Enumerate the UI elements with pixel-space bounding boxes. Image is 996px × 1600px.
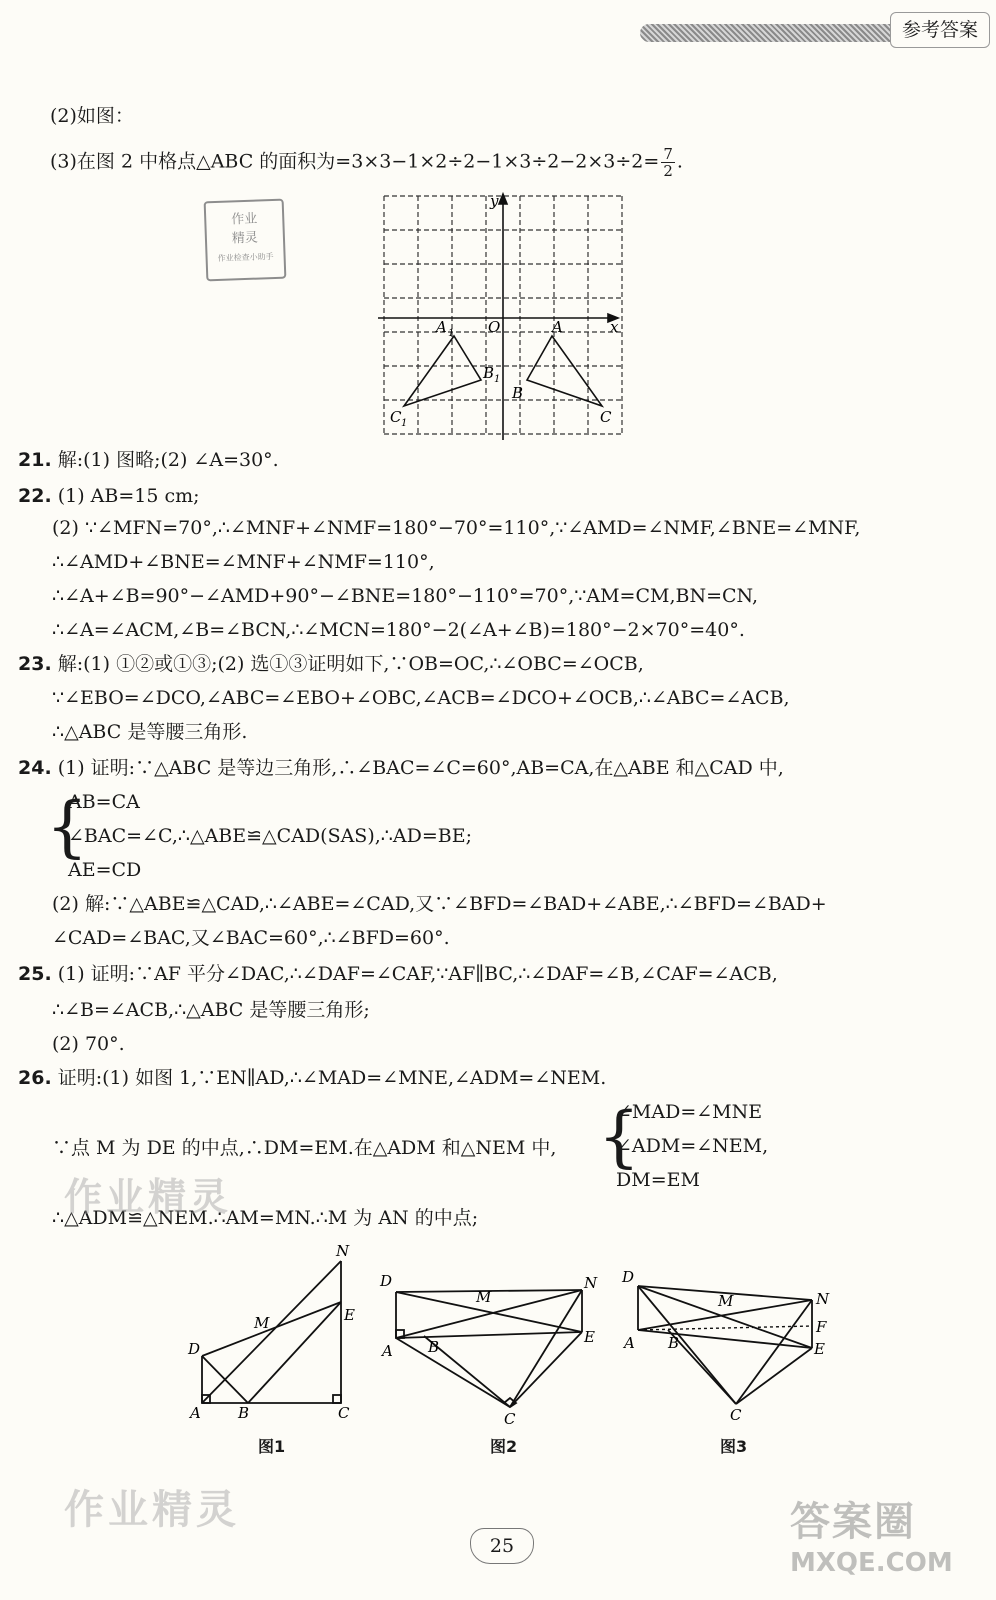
svg-text:A: A (624, 1334, 635, 1352)
question-22-line-1: 22. (1) AB=15 cm; (18, 485, 200, 507)
svg-text:N: N (816, 1290, 830, 1308)
svg-text:C: C (504, 1410, 516, 1428)
grid-label-a: A (552, 318, 563, 336)
svg-text:1: 1 (401, 418, 408, 429)
svg-text:A: A (190, 1404, 201, 1422)
svg-text:C: C (338, 1404, 350, 1422)
page-number: 25 (470, 1528, 534, 1564)
svg-text:E: E (814, 1340, 825, 1358)
svg-text:M: M (254, 1314, 270, 1332)
question-23-line-3: ∴△ABC 是等腰三角形. (52, 721, 248, 743)
figure-2-caption: 图2 (490, 1437, 518, 1456)
question-26-line-1: 26. 证明:(1) 如图 1,∵EN∥AD,∴∠MAD=∠MNE,∠ADM=∠NEM. (18, 1067, 607, 1089)
question-25-line-2: ∴∠B=∠ACB,∴△ABC 是等腰三角形; (52, 999, 370, 1021)
question-22-line-3: ∴∠AMD+∠BNE=∠MNF+∠NMF=110°, (52, 551, 435, 573)
question-25-line-1: 25. (1) 证明:∵AF 平分∠DAC,∴∠DAF=∠CAF,∵AF∥BC,∴∠DAF=∠B,∠CAF=∠ACB, (18, 963, 778, 985)
question-22-line-2: (2) ∵∠MFN=70°,∴∠MNF+∠NMF=180°−70°=110°,∵∠AMD=∠NMF,∠BNE=∠MNF, (52, 517, 861, 539)
svg-text:C: C (730, 1406, 742, 1424)
question-22-line-5: ∴∠A=∠ACM,∠B=∠BCN,∴∠MCN=180°−2(∠A+∠B)=180°−2×70°=40°. (52, 619, 745, 641)
figure-1-caption: 图1 (258, 1437, 286, 1456)
fraction-7-2: $\frac{7}{2}$ (663, 145, 673, 180)
svg-text:B: B (668, 1334, 680, 1352)
watermark-4: MXQE.COM (790, 1548, 953, 1578)
watermark-2: 作业精灵 (64, 1487, 240, 1533)
question-23-line-1: 23. 解:(1) ①②或①③;(2) 选①③证明如下,∵OB=OC,∴∠OBC=∠OCB, (18, 653, 644, 675)
svg-text:D: D (380, 1272, 393, 1290)
svg-text:1: 1 (448, 328, 455, 339)
svg-text:A: A (382, 1342, 393, 1360)
question-25-line-3: (2) 70°. (52, 1033, 125, 1055)
question-24-line-1: 24. (1) 证明:∵△ABC 是等边三角形,∴∠BAC=∠C=60°,AB=CA,在△ABE 和△CAD 中, (18, 757, 784, 779)
question-24-line-6: ∠CAD=∠BAC,又∠BAC=60°,∴∠BFD=60°. (52, 927, 450, 949)
svg-text:D: D (188, 1340, 201, 1358)
svg-text:B: B (238, 1404, 250, 1422)
line-3-area: (3)在图 2 中格点△ABC 的面积为=3×3−1×2÷2−1×3÷2−2×3÷2= $\frac{7}{2}$ . (50, 145, 683, 180)
svg-text:M: M (718, 1292, 734, 1310)
line-2-figure: (2)如图： (50, 105, 134, 127)
svg-text:N: N (584, 1274, 598, 1292)
svg-text:B: B (428, 1338, 440, 1356)
grid-label-origin: O (488, 318, 501, 336)
question-24-line-5: (2) 解:∵△ABE≌△CAD,∴∠ABE=∠CAD,又∵∠BFD=∠BAD+∠ABE,∴∠BFD=∠BAD+ (52, 893, 827, 915)
question-22-line-4: ∴∠A+∠B=90°−∠AMD+90°−∠BNE=180°−110°=70°,∵AM=CM,BN=CN, (52, 585, 758, 607)
question-21: 21. 解:(1) 图略;(2) ∠A=30°. (18, 449, 279, 471)
grid-label-y: y (490, 192, 499, 210)
stamp-logo: 作业 精灵 作业检查小助手 (204, 199, 287, 282)
svg-text:F: F (816, 1318, 827, 1336)
coordinate-grid-figure (378, 190, 628, 440)
grid-label-x: x (610, 318, 619, 336)
grid-label-b: B (512, 384, 524, 402)
svg-text:1: 1 (494, 374, 501, 385)
question-26-line-2: ∵点 M 为 DE 的中点,∴DM=EM.在△ADM 和△NEM 中, (52, 1137, 557, 1159)
geometry-figure-2 (376, 1270, 606, 1430)
watermark-1: 作业精灵 (64, 1175, 233, 1219)
svg-text:M: M (476, 1288, 492, 1306)
geometry-figure-3 (618, 1266, 838, 1426)
grid-label-c1: C (390, 408, 402, 426)
svg-text:N: N (336, 1242, 350, 1260)
answer-page: 参考答案 (2)如图： (3)在图 2 中格点△ABC 的面积为=3×3−1×2÷2−1×3÷2−2×3÷2= $\frac{7}{2}$ . 作业 精灵 作业检查小助手 y x O A 1 A B 1 B C 1 C 21. 解:(1) 图略;(2) ∠A=30°. 22. (1) AB=15 cm; (2) ∵∠MFN=70°,∴∠MNF+∠NMF=180°−70°=110°,∵∠AMD=∠NMF,∠BNE=∠MNF, ∴∠AMD+∠BNE=∠MNF+∠NMF=110°, ∴∠A+∠B=90°−∠AMD+90°−∠BNE=180°−110°=70°,∵AM=CM,BN=CN, ∴∠A=∠ACM,∠B=∠BCN,∴∠MCN=180°−2(∠A+∠B)=180°−2×70°=40°. 23. 解:(1) ①②或①③;(2) 选①③证明如下,∵OB=OC,∴∠OBC=∠OCB, ∵∠EBO=∠DCO,∠ABC=∠EBO+∠OBC,∠ACB=∠DCO+∠OCB,∴∠ABC=∠ACB, ∴△ABC 是等腰三角形. 24. (1) 证明:∵△ABC 是等边三角形,∴∠BAC=∠C=60°,AB=CA,在△ABE 和△CAD 中, { AB=CA ∠BAC=∠C,∴△ABE≌△CAD(SAS),∴AD=BE; AE=CD (2) 解:∵△ABE≌△CAD,∴∠ABE=∠CAD,又∵∠BFD=∠BAD+∠ABE,∴∠BFD=∠BAD+ ∠CAD=∠BAC,又∠BAC=60°,∴∠BFD=60°. 25. (1) 证明:∵AF 平分∠DAC,∴∠DAF=∠CAF,∵AF∥BC,∴∠DAF=∠B,∠CAF=∠ACB, ∴∠B=∠ACB,∴△ABC 是等腰三角形; (2) 70°. 26. 证明:(1) 如图 1,∵EN∥AD,∴∠MAD=∠MNE,∠ADM=∠NEM. ∵点 M 为 DE 的中点,∴DM=EM.在△ADM 和△NEM 中, { ∠MAD=∠MNE ∠ADM=∠NEM, DM=EM ∴△ADM≌△NEM.∴AM=MN.∴M 为 AN 的中点; N M E D A B C 图1 D M N A B E C 图2 D M N F A B E C 图3 作业精灵 作业精灵 答案圈 MXQE.COM 25 (0, 0, 996, 1600)
left-brace: { (46, 788, 88, 865)
question-23-line-2: ∵∠EBO=∠DCO,∠ABC=∠EBO+∠OBC,∠ACB=∠DCO+∠OCB,∴∠ABC=∠ACB, (52, 687, 790, 709)
svg-text:E: E (584, 1328, 595, 1346)
svg-text:D: D (622, 1268, 635, 1286)
figure-3-caption: 图3 (720, 1437, 748, 1456)
grid-label-a1: A (436, 318, 447, 336)
grid-label-b1: B (483, 364, 495, 382)
grid-label-c: C (600, 408, 612, 426)
geometry-figure-1 (180, 1238, 370, 1428)
left-brace-2: { (598, 1098, 640, 1175)
question-26-line-3: ∴△ADM≌△NEM.∴AM=MN.∴M 为 AN 的中点; (52, 1207, 479, 1229)
header-label: 参考答案 (890, 12, 990, 48)
watermark-3: 答案圈 (790, 1499, 916, 1545)
svg-text:E: E (344, 1306, 355, 1324)
